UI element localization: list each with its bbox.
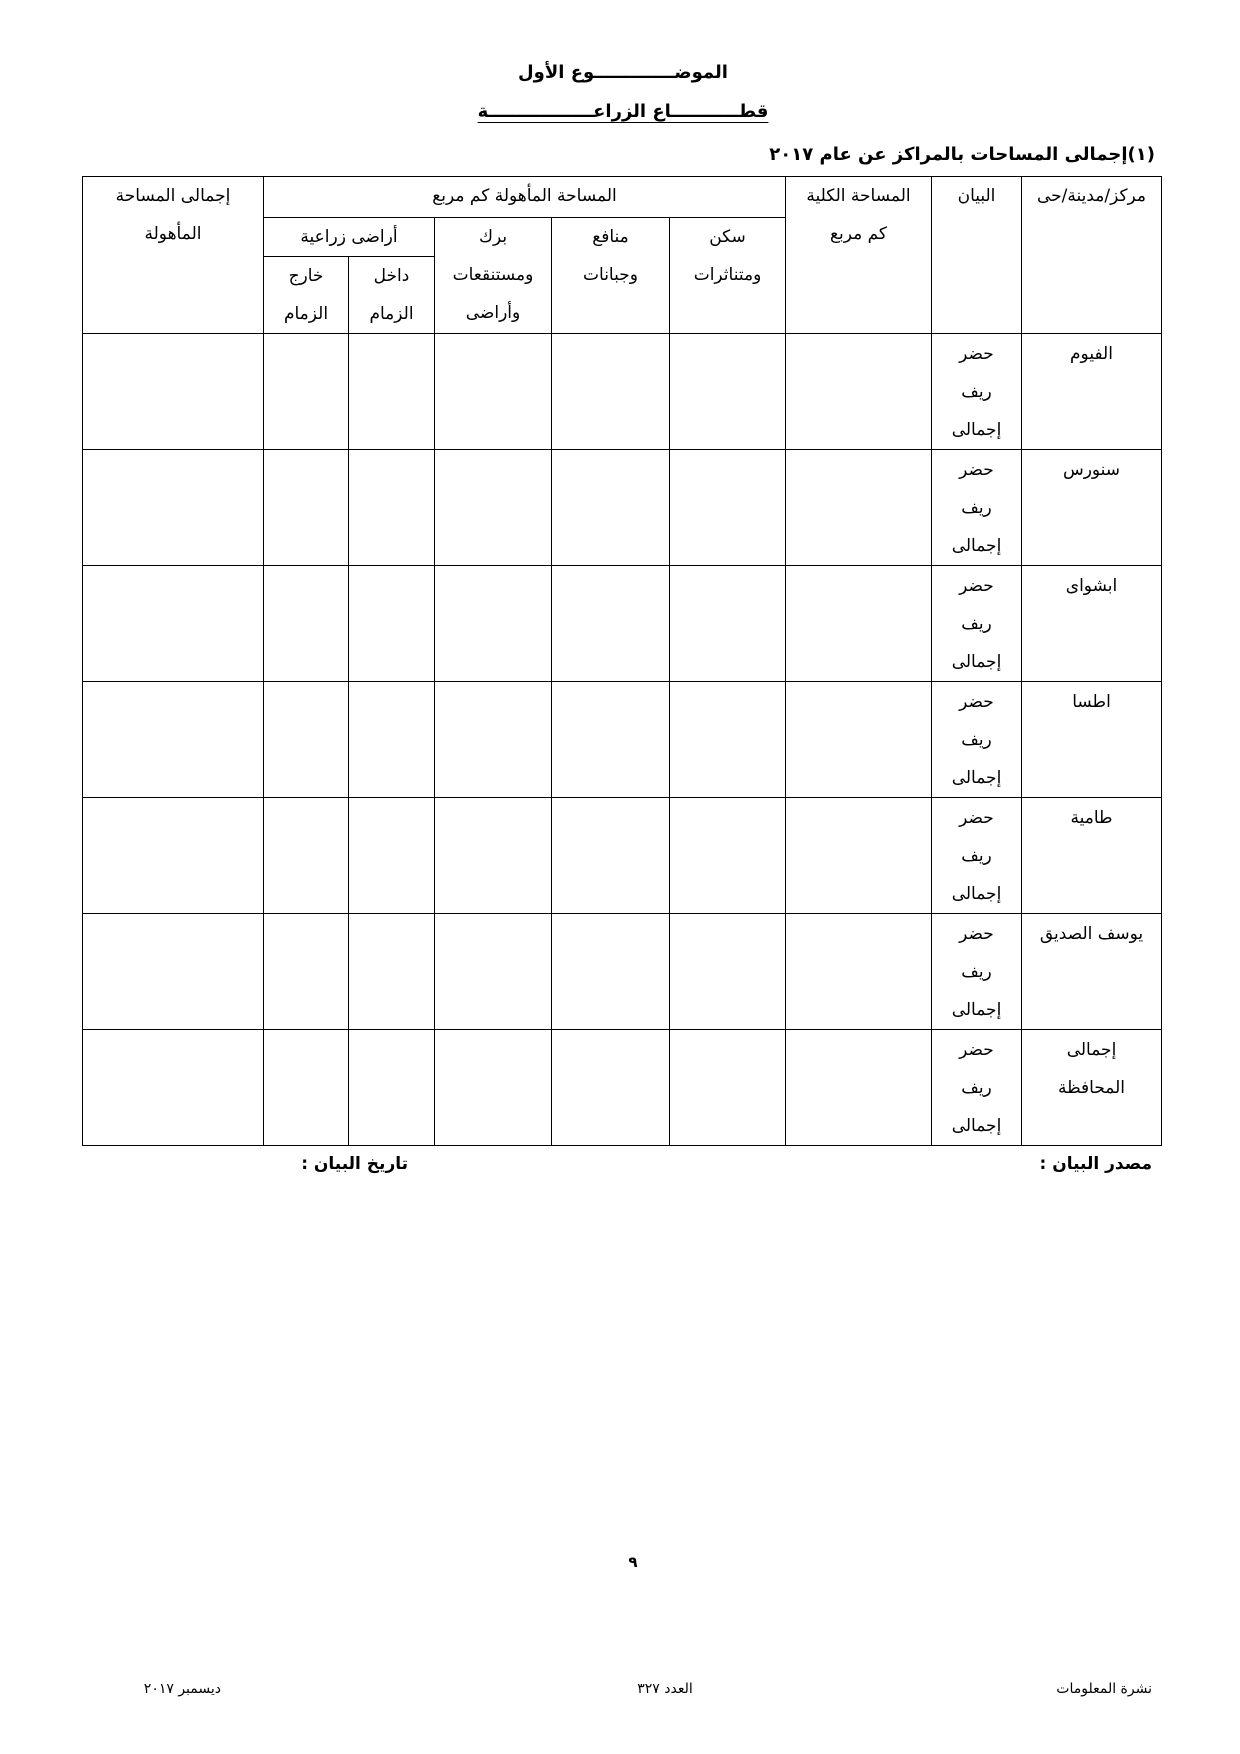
header-inside-zimam-line: الزمام: [369, 304, 414, 324]
header-housing: [670, 218, 786, 334]
outside-zimam-cell: [264, 566, 349, 682]
header-outside-zimam-line: خارج: [288, 266, 324, 286]
outside-zimam-cell: [264, 334, 349, 450]
inside-zimam-cell: [349, 334, 435, 450]
statement-urban: حضر: [959, 1040, 994, 1060]
header-total-inhabited-line: المأهولة: [144, 224, 202, 244]
district-name: إجمالى: [1066, 1040, 1117, 1060]
district-name: اطسا: [1072, 692, 1111, 712]
header-inside-zimam-line: داخل: [373, 266, 410, 286]
table-row: [83, 1030, 1162, 1146]
district-name: يوسف الصديق: [1039, 924, 1144, 944]
header-district: [1022, 177, 1162, 334]
ponds-cell: [435, 1030, 552, 1146]
district-name: ابشواى: [1065, 576, 1118, 596]
district-cell: [1022, 566, 1162, 682]
ponds-cell: [435, 682, 552, 798]
utilities-cell: [552, 334, 670, 450]
total-area-cell: [786, 682, 932, 798]
statement-urban: حضر: [959, 460, 994, 480]
header-statement: [932, 177, 1022, 334]
utilities-cell: [552, 1030, 670, 1146]
table-row: [83, 334, 1162, 450]
ponds-cell: [435, 566, 552, 682]
total-area-cell: [786, 566, 932, 682]
utilities-cell: [552, 566, 670, 682]
housing-cell: [670, 798, 786, 914]
statement-cell: [932, 798, 1022, 914]
inside-zimam-cell: [349, 798, 435, 914]
footer-publication: نشرة المعلومات: [1056, 1681, 1152, 1697]
header-total-inhabited-line: إجمالى المساحة: [115, 186, 231, 206]
statement-urban: حضر: [959, 924, 994, 944]
total-inhabited-cell: [83, 566, 264, 682]
table-row: [83, 682, 1162, 798]
district-cell: [1022, 450, 1162, 566]
statement-total: إجمالى: [951, 884, 1002, 904]
statement-rural: ريف: [961, 614, 992, 634]
footer-issue: العدد ٣٢٧: [637, 1681, 693, 1697]
utilities-cell: [552, 798, 670, 914]
district-name: طامية: [1070, 808, 1113, 828]
document-subject: الموضـــــــــــــوع الأول: [518, 62, 728, 83]
table-row: [83, 798, 1162, 914]
ponds-cell: [435, 798, 552, 914]
header-total-area: [786, 177, 932, 334]
total-inhabited-cell: [83, 450, 264, 566]
statement-rural: ريف: [961, 962, 992, 982]
statement-urban: حضر: [959, 692, 994, 712]
total-area-cell: [786, 334, 932, 450]
ponds-cell: [435, 914, 552, 1030]
table-header-row: [83, 177, 1162, 218]
statement-total: إجمالى: [951, 1000, 1002, 1020]
total-inhabited-cell: [83, 914, 264, 1030]
district-name: سنورس: [1062, 460, 1121, 480]
statement-cell: [932, 914, 1022, 1030]
header-ponds: [435, 218, 552, 334]
header-housing-line: ومتناثرات: [693, 265, 762, 285]
housing-cell: [670, 682, 786, 798]
utilities-cell: [552, 914, 670, 1030]
inside-zimam-cell: [349, 682, 435, 798]
outside-zimam-cell: [264, 914, 349, 1030]
page-number: ٩: [628, 1553, 638, 1571]
statement-total: إجمالى: [951, 768, 1002, 788]
statement-urban: حضر: [959, 808, 994, 828]
district-name: المحافظة: [1057, 1078, 1126, 1098]
statement-cell: [932, 682, 1022, 798]
table-row: [83, 450, 1162, 566]
housing-cell: [670, 450, 786, 566]
footer-date: ديسمبر ٢٠١٧: [143, 1681, 221, 1697]
district-name: الفيوم: [1070, 344, 1113, 364]
statement-rural: ريف: [961, 730, 992, 750]
inside-zimam-cell: [349, 914, 435, 1030]
header-ponds-line: ومستنقعات: [452, 265, 534, 285]
header-statement-label: البيان: [957, 186, 996, 206]
table-row: [83, 914, 1162, 1030]
header-utilities-line: منافع: [592, 227, 629, 247]
sector-title: قطـــــــــــاع الزراعـــــــــــــــــة: [477, 101, 769, 122]
header-district-label: مركز/مدينة/حى: [1036, 186, 1147, 206]
header-utilities: [552, 218, 670, 334]
header-agricultural-land: [264, 218, 435, 257]
total-inhabited-cell: [83, 1030, 264, 1146]
table-title: (١)إجمالى المساحات بالمراكز عن عام ٢٠١٧: [769, 144, 1155, 165]
ponds-cell: [435, 450, 552, 566]
utilities-cell: [552, 450, 670, 566]
district-cell: [1022, 798, 1162, 914]
statement-urban: حضر: [959, 344, 994, 364]
total-area-cell: [786, 914, 932, 1030]
housing-cell: [670, 1030, 786, 1146]
statement-rural: ريف: [961, 1078, 992, 1098]
total-inhabited-cell: [83, 682, 264, 798]
statement-urban: حضر: [959, 576, 994, 596]
header-total-area-line: المساحة الكلية: [806, 186, 911, 206]
inside-zimam-cell: [349, 566, 435, 682]
statement-cell: [932, 450, 1022, 566]
statement-total: إجمالى: [951, 1116, 1002, 1136]
district-cell: [1022, 914, 1162, 1030]
data-date-label: تاريخ البيان :: [301, 1154, 408, 1174]
district-cell: [1022, 1030, 1162, 1146]
header-total-area-unit: كم مربع: [829, 224, 888, 244]
header-inside-zimam: [349, 257, 435, 334]
header-outside-zimam-line: الزمام: [283, 304, 329, 324]
outside-zimam-cell: [264, 1030, 349, 1146]
statement-cell: [932, 334, 1022, 450]
statement-total: إجمالى: [951, 420, 1002, 440]
header-total-inhabited: [83, 177, 264, 334]
total-area-cell: [786, 1030, 932, 1146]
statement-total: إجمالى: [951, 652, 1002, 672]
inside-zimam-cell: [349, 450, 435, 566]
statement-cell: [932, 566, 1022, 682]
statement-rural: ريف: [961, 382, 992, 402]
total-inhabited-cell: [83, 334, 264, 450]
header-ponds-line: برك: [478, 227, 508, 247]
total-area-cell: [786, 798, 932, 914]
utilities-cell: [552, 682, 670, 798]
outside-zimam-cell: [264, 682, 349, 798]
header-inhabited-area: [264, 177, 786, 218]
data-source-label: مصدر البيان :: [1039, 1154, 1152, 1174]
header-utilities-line: وجبانات: [583, 265, 638, 285]
header-agricultural-land-label: أراضى زراعية: [300, 227, 398, 247]
ponds-cell: [435, 334, 552, 450]
housing-cell: [670, 334, 786, 450]
district-cell: [1022, 682, 1162, 798]
table-row: [83, 566, 1162, 682]
inside-zimam-cell: [349, 1030, 435, 1146]
total-inhabited-cell: [83, 798, 264, 914]
statement-total: إجمالى: [951, 536, 1002, 556]
area-table: [82, 176, 1162, 1146]
statement-cell: [932, 1030, 1022, 1146]
header-ponds-line: وأراضى: [465, 303, 521, 323]
housing-cell: [670, 914, 786, 1030]
total-area-cell: [786, 450, 932, 566]
header-inhabited-area-label: المساحة المأهولة كم مربع: [432, 186, 617, 206]
statement-rural: ريف: [961, 846, 992, 866]
statement-rural: ريف: [961, 498, 992, 518]
district-cell: [1022, 334, 1162, 450]
housing-cell: [670, 566, 786, 682]
header-outside-zimam: [264, 257, 349, 334]
header-housing-line: سكن: [709, 227, 746, 247]
outside-zimam-cell: [264, 450, 349, 566]
outside-zimam-cell: [264, 798, 349, 914]
